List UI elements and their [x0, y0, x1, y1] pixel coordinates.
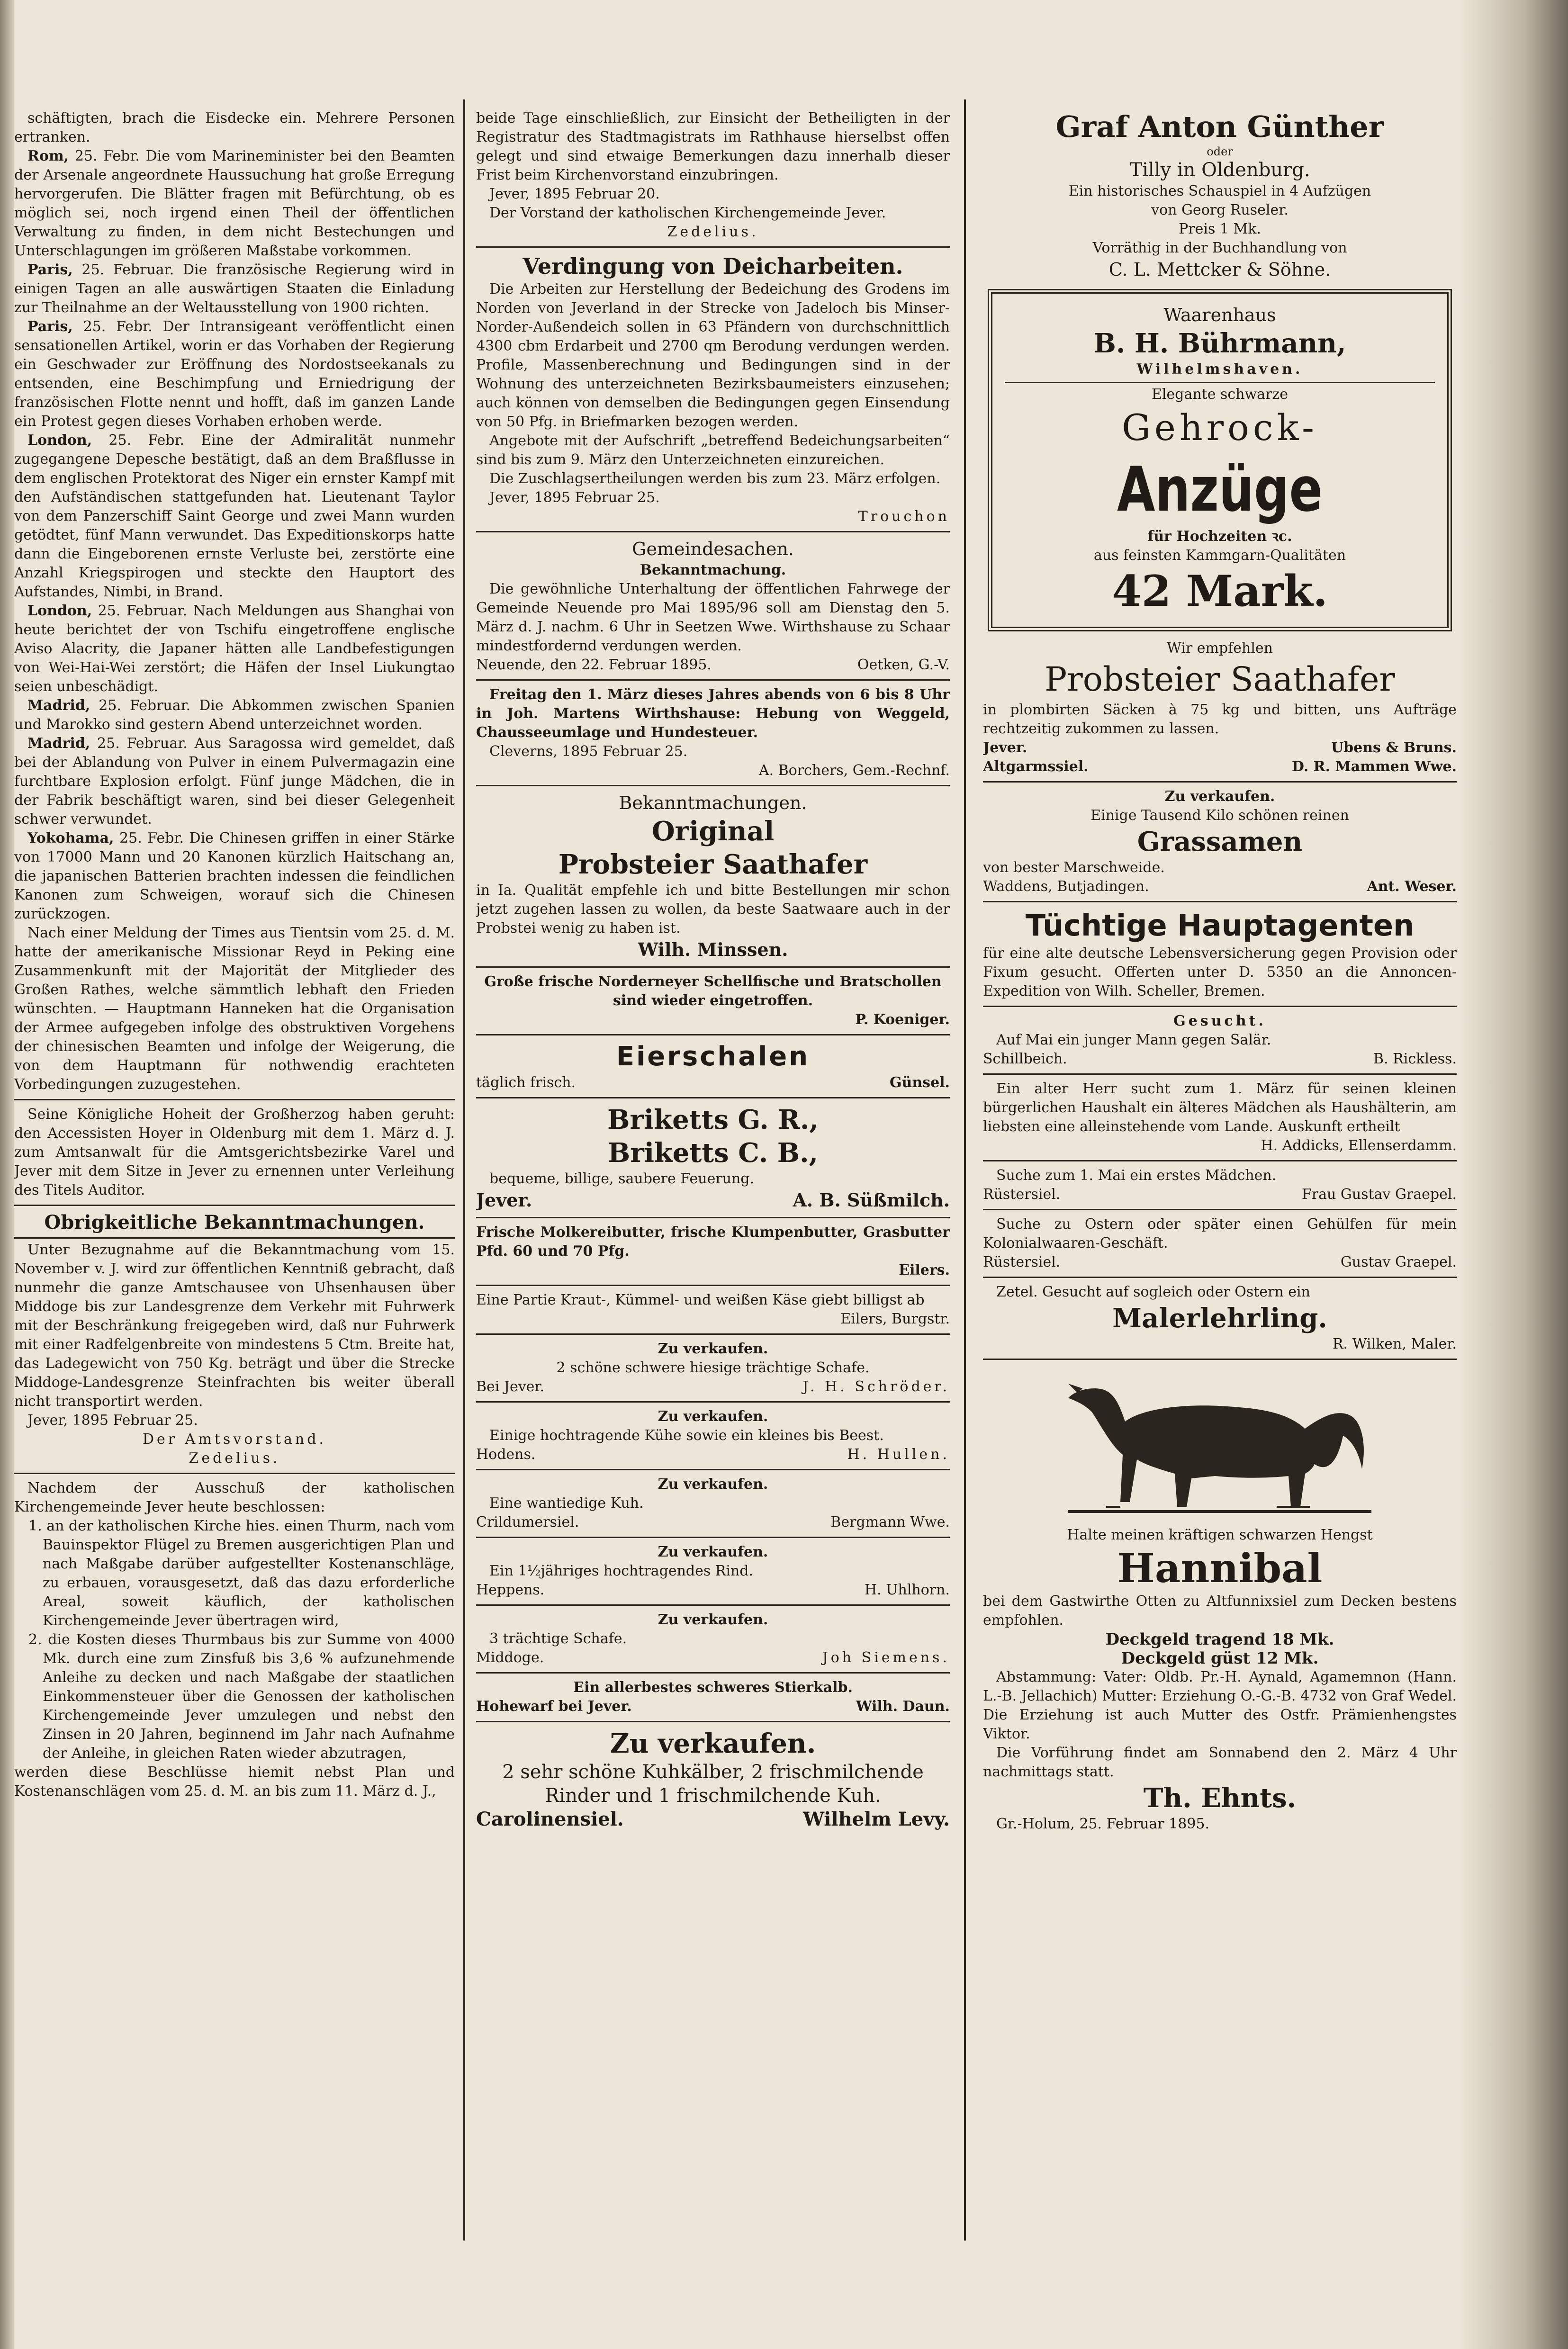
- book-spine: [0, 0, 14, 2349]
- ad-signature: Ubens & Bruns.: [1331, 739, 1457, 756]
- ad-title: Tüchtige Hauptagenten: [1025, 908, 1415, 943]
- divider: [1005, 382, 1435, 383]
- ad-subtitle: Zu verkaufen.: [658, 1544, 768, 1560]
- ad-text: oder: [1207, 145, 1233, 158]
- news-text: Nach einer Meldung der Times aus Tientsin vom 25. d. M. hatte der amerikanische Missionar Reyd in Peking eine Zusammenkunft mit der Majorität der Mitglieder des Großen Rathes, welche sämmtlich lebhaft den Frieden wünschten. — Hauptmann Hanneken hat die Organisation der Armee aufgegeben infolge des obstruktiven Vorgehens der chinesischen Beamten und infolge der Weigerung, die von dem Hauptmann für nothwendig erachteten Vorbedingungen zuzugestehen.: [14, 925, 455, 1093]
- ad-title: Gehrock-: [1122, 406, 1318, 449]
- ad-text: Auf Mai ein junger Mann gegen Salär.: [996, 1032, 1271, 1048]
- ad-text: für eine alte deutsche Lebensversicherung gegen Provision oder Fixum gesucht. Offerten unter D. 5350 an die Annoncen-Expedition von Wilh. Scheller, Bremen.: [983, 945, 1457, 999]
- news-dateline: Paris,: [27, 318, 73, 335]
- ad-title: Probsteier Saathafer: [558, 849, 868, 880]
- ad-footer: [476, 1808, 950, 1831]
- ad-footer: [476, 1188, 950, 1212]
- ad-subtitle: Bekanntmachung.: [640, 562, 786, 578]
- ad-text: von bester Marschweide.: [983, 859, 1165, 876]
- column-rule: [964, 99, 966, 2241]
- notice-signature: Zedelius.: [667, 224, 759, 240]
- ad-place: Waddens, Butjadingen.: [983, 878, 1149, 895]
- news-text: 25. Febr. Eine der Admiralität nunmehr zugegangene Depesche bestätigt, daß an dem Braßflusse in dem englischen Protektorat des Niger ein ernster Kampf mit den Aufständischen stattgefunden hat. Lieutenant Taylor von dem Panzerschiff Saint George und zwei Mann wurden getödtet, fünf Mann verwundet. Das Expeditionskorps hatte dann die Eingeborenen ernste Verluste bei, zerstörte eine Anzahl Kriegspirogen und steckte den Hauptort des Aufstandes, Nimbi, in Brand.: [14, 432, 455, 600]
- divider: [476, 679, 950, 681]
- ad-text: bequeme, billige, saubere Feuerung.: [489, 1170, 755, 1187]
- ad-place: Bei Jever.: [476, 1378, 544, 1395]
- ad-place: Jever.: [476, 1189, 532, 1211]
- divider: [476, 1217, 950, 1218]
- ad-date: Cleverns, 1895 Februar 25.: [489, 743, 688, 760]
- ad-place: Hodens.: [476, 1446, 536, 1463]
- ad-text: Einige hochtragende Kühe sowie ein kleines bis Beest.: [489, 1427, 884, 1444]
- news-item: [14, 696, 455, 734]
- divider: [983, 1359, 1457, 1360]
- ad-signature: Joh Siemens.: [822, 1649, 950, 1666]
- ad-price: Deckgeld güst 12 Mk.: [1121, 1649, 1319, 1668]
- divider: [476, 1604, 950, 1606]
- ad-signature: Wilh. Minssen.: [638, 939, 788, 960]
- ad-title: Malerlehrling.: [1112, 1303, 1327, 1334]
- ad-footer: [476, 1581, 950, 1600]
- ad-signature: H. Uhlhorn.: [864, 1582, 950, 1598]
- notice-signature: Der Vorstand der katholischen Kirchengemeinde Jever.: [489, 205, 886, 221]
- news-text: 25. Februar. Aus Saragossa wird gemeldet, daß bei der Ablandung von Pulver in einem Pulvermagazin eine furchtbare Explosion erfolgt. Fünf junge Mädchen, die in der Fabrik beschäftigt waren, sind bei dieser Gelegenheit schwer verwundet.: [14, 735, 455, 828]
- ad-text: Elegante schwarze: [1152, 386, 1288, 403]
- ad-text: Suche zum 1. Mai ein erstes Mädchen.: [996, 1167, 1277, 1184]
- horse-illustration: [1049, 1365, 1390, 1521]
- news-item: [14, 261, 455, 317]
- divider: [476, 531, 950, 532]
- news-text: 25. Februar. Die Abkommen zwischen Spanien und Marokko sind gestern Abend unterzeichnet worden.: [14, 697, 455, 733]
- ad-subtitle: Zu verkaufen.: [658, 1611, 768, 1628]
- ad-text: Vorräthig in der Buchhandlung von: [1092, 240, 1347, 256]
- ad-signature: Ant. Weser.: [1367, 878, 1457, 895]
- ad-footer: [476, 1073, 950, 1092]
- notice-text: Nachdem der Ausschuß der katholischen Kirchengemeinde Jever heute beschlossen:: [14, 1480, 455, 1515]
- ad-title: Original: [651, 816, 775, 847]
- column-3: [983, 109, 1457, 2307]
- ad-signature: A. B. Süßmilch.: [793, 1189, 950, 1211]
- ad-signature: B. Rickless.: [1373, 1051, 1457, 1067]
- ad-footer: [983, 1253, 1457, 1272]
- ad-text: Die Vorführung findet am Sonnabend den 2. März 4 Uhr nachmittags statt.: [983, 1745, 1457, 1780]
- news-item: [14, 109, 455, 147]
- page-edge: [1459, 0, 1568, 2349]
- ad-place: Heppens.: [476, 1582, 545, 1598]
- ad-signature: D. R. Mammen Wwe.: [1291, 758, 1457, 775]
- divider: [476, 1285, 950, 1286]
- ad-text: in Ia. Qualität empfehle ich und bitte Bestellungen mir schon jetzt zugehen lassen zu wollen, da beste Saatwaare auch in der Probstei wenig zu haben ist.: [476, 882, 950, 936]
- divider: [983, 1073, 1457, 1075]
- notice-date: Jever, 1895 Februar 25.: [27, 1412, 198, 1429]
- notice-date: Jever, 1895 Februar 20.: [489, 186, 660, 202]
- ad-title: Hannibal: [1117, 1545, 1323, 1592]
- ad-signature: C. L. Mettcker & Söhne.: [1108, 259, 1331, 280]
- news-item: [14, 431, 455, 602]
- ad-text: Die Arbeiten zur Herstellung der Bedeichung des Grodens im Norden von Jeverland in der Strecke von Jadeloch bis Minser-Norder-Außendeich sollen in 63 Pfändern von durchschnittlich 4300 cbm Erdarbeit und 2700 qm Berodung verdungen werden. Profile, Massenberechnung und Bedingungen sind in der Wohnung des unterzeichneten Bezirksbaumeisters einzusehen; auch können von demselben die Bedingungen gegen Einsendung von 50 Pfg. in Briefmarken bezogen werden.: [476, 281, 950, 430]
- ad-text: für Hochzeiten ꝛc.: [1147, 528, 1292, 545]
- ad-text: Halte meinen kräftigen schwarzen Hengst: [1067, 1527, 1373, 1543]
- ad-title: Briketts C. B.,: [607, 1137, 819, 1169]
- ad-title: Zu verkaufen.: [610, 1728, 816, 1759]
- ad-subtitle: Gesucht.: [1173, 1013, 1266, 1029]
- divider: [983, 1209, 1457, 1210]
- ad-place: Hohewarf bei Jever.: [476, 1698, 632, 1715]
- news-text: 25. Febr. Der Intransigeant veröffentlicht einen sensationellen Artikel, worin er das Vorhaben der Regierung ein Geschwader zur Eröffnung des Nordostseekanals zu entsenden, eine Beschimpfung und Erniedrigung der französischen Flotte nennt und hofft, daß im ganzen Lande ein Protest gegen dieses Vorhaben erhoben werde.: [14, 318, 455, 430]
- ad-footer: [983, 877, 1457, 896]
- ad-signature: Oetken, G.-V.: [857, 657, 950, 673]
- ad-title: Graf Anton Günther: [1055, 109, 1384, 144]
- ad-title: Grassamen: [1137, 826, 1303, 857]
- divider: [476, 1537, 950, 1538]
- ad-subtitle: Zu verkaufen.: [1164, 788, 1275, 805]
- divider: [476, 1721, 950, 1722]
- ad-text: täglich frisch.: [476, 1074, 576, 1091]
- ad-signature: Th. Ehnts.: [1143, 1782, 1297, 1814]
- ad-price: Preis 1 Mk.: [1179, 221, 1261, 237]
- ad-text: 3 trächtige Schafe.: [489, 1630, 627, 1647]
- ad-text: Ein allerbestes schweres Stierkalb.: [573, 1679, 853, 1696]
- divider: [476, 1034, 950, 1035]
- ad-signature: Trouchon: [858, 508, 950, 525]
- ad-text: Große frische Norderneyer Schellfische und Bratschollen sind wieder eingetroffen.: [484, 973, 942, 1009]
- ad-text: Die gewöhnliche Unterhaltung der öffentlichen Fahrwege der Gemeinde Neuende pro Mai 1895/96 soll am Dienstag den 5. März d. J. nachm. 6 Uhr in Seetzen Wwe. Wirthshause zu Schaar mindestfordernd verdungen werden.: [476, 581, 950, 654]
- ad-footer: [476, 1377, 950, 1396]
- divider: [476, 1333, 950, 1335]
- divider: [476, 785, 950, 786]
- ad-title: Eierschalen: [616, 1041, 810, 1072]
- news-item: [14, 147, 455, 261]
- divider: [14, 1473, 455, 1474]
- ad-text: in plombirten Säcken à 75 kg und bitten, uns Aufträge rechtzeitig zukommen zu lassen.: [983, 702, 1457, 737]
- ad-place: Rüstersiel.: [983, 1254, 1061, 1270]
- ad-signature: P. Koeniger.: [855, 1011, 950, 1028]
- ad-place: Jever.: [983, 739, 1027, 756]
- ad-text: Einige Tausend Kilo schönen reinen: [1090, 807, 1349, 824]
- ad-text: aus feinsten Kammgarn-Qualitäten: [1093, 547, 1346, 564]
- ad-signature: R. Wilken, Maler.: [1332, 1336, 1457, 1352]
- ad-text: Zetel. Gesucht auf sogleich oder Ostern ein: [996, 1284, 1310, 1300]
- ad-signature: Frau Gustav Graepel.: [1301, 1186, 1457, 1203]
- ad-price: Deckgeld tragend 18 Mk.: [1105, 1630, 1334, 1649]
- news-text: 25. Februar. Nach Meldungen aus Shanghai von heute berichtet der von Tschifu eingetroffene englische Aviso Alacrity, die Japaner hätten alle Landbefestigungen von Wei-Hai-Wei zerstört; die Häfen der Insel Liukungtao seien unbeschädigt.: [14, 603, 455, 695]
- ad-title: Verdingung von Deicharbeiten.: [523, 253, 903, 279]
- news-dateline: London,: [27, 603, 92, 619]
- ad-text: Frische Molkereibutter, frische Klumpenbutter, Grasbutter Pfd. 60 und 70 Pfg.: [476, 1224, 950, 1260]
- notice-item: 2. die Kosten dieses Thurmbaus bis zur Summe von 4000 Mk. durch eine zum Zinsfuß bis 3,6 % aufzunehmende Anleihe zu decken und nach Maßgabe der staatlichen Einkommensteuer über die Genossen der katholischen Kirchengemeinde Jever umzulegen und nebst den Zinsen in 20 Jahren, beginnend im Jahr nach Aufnahme der Anleihe, in gleichen Raten wieder abzutragen,: [28, 1631, 455, 1762]
- ad-title: B. H. Bührmann,: [1093, 328, 1346, 359]
- news-text: 25. Febr. Die vom Marineminister bei den Beamten der Arsenale angeordnete Haussuchung hat große Erregung hervorgerufen. Die Blätter fragen mit Befürchtung, ob es möglich sei, noch irgend einen Theil der öffentlichen Verwaltung zu finden, in dem nicht Bestechungen und Unterschlagungen im größeren Maßstabe vorkommen.: [14, 148, 455, 259]
- column-rule: [463, 99, 465, 2241]
- ad-title: Briketts G. R.,: [607, 1104, 819, 1135]
- ad-text: Ein 1½jähriges hochtragendes Rind.: [489, 1563, 754, 1579]
- ad-date: Neuende, den 22. Februar 1895.: [476, 657, 712, 673]
- ad-text: 2 schöne schwere hiesige trächtige Schafe.: [556, 1359, 870, 1376]
- ad-signature: H. Hullen.: [847, 1446, 950, 1463]
- news-dateline: London,: [27, 432, 92, 449]
- ad-text: 2 sehr schöne Kuhkälber, 2 frischmilchende Rinder und 1 frischmilchende Kuh.: [502, 1761, 924, 1807]
- ad-text: Suche zu Ostern oder später einen Gehülfen für mein Kolonialwaaren-Geschäft.: [983, 1216, 1457, 1251]
- ad-signature: Günsel.: [889, 1074, 950, 1091]
- ad-place: Carolinensiel.: [476, 1808, 624, 1830]
- divider: [14, 1205, 455, 1206]
- news-dateline: Paris,: [27, 261, 73, 278]
- ad-place: Crildumersiel.: [476, 1514, 579, 1530]
- ad-footer: [476, 1648, 950, 1667]
- news-list: [14, 109, 455, 1094]
- ad-text: Angebote mit der Aufschrift „betreffend Bedeichungsarbeiten“ sind bis zum 9. März den Unterzeichneten einzureichen.: [476, 432, 950, 468]
- ad-signature: J. H. Schröder.: [802, 1378, 950, 1395]
- ad-subtitle: Zu verkaufen.: [658, 1408, 768, 1425]
- ad-subtitle: Zu verkaufen.: [658, 1341, 768, 1357]
- news-text: 25. Februar. Die französische Regierung wird in einigen Tagen an alle auswärtigen Staaten die Einladung zur Theilnahme an der Weltausstellung von 1900 richten.: [14, 261, 455, 316]
- ad-title: Probsteier Saathafer: [1045, 660, 1395, 699]
- divider: [14, 1099, 455, 1100]
- ad-footer: [983, 757, 1457, 776]
- ad-title: Anzüge: [1117, 453, 1323, 525]
- ad-date: Jever, 1895 Februar 25.: [489, 489, 660, 506]
- ad-footer: [983, 738, 1457, 757]
- divider: [476, 1672, 950, 1674]
- news-text: 25. Febr. Die Chinesen griffen in einer Stärke von 17000 Mann und 20 Kanonen kürzlich Haitschang an, die japanischen Batterien brachten indessen die feindlichen Kanonen zum Schweigen, worauf sich die Chinesen zurückzogen.: [14, 830, 455, 922]
- news-dateline: Madrid,: [27, 735, 90, 752]
- ad-footer: [983, 1185, 1457, 1204]
- ad-subtitle: Wilhelmshaven.: [1136, 361, 1303, 378]
- ad-signature: Gustav Graepel.: [1340, 1254, 1457, 1270]
- ad-text: Ein historisches Schauspiel in 4 Aufzügen: [1068, 183, 1371, 199]
- ad-text: von Georg Ruseler.: [1151, 202, 1289, 218]
- ad-footer: [476, 1513, 950, 1532]
- notice-text: Unter Bezugnahme auf die Bekanntmachung vom 15. November v. J. wird zur öffentlichen Kenntniß gebracht, daß nunmehr die ganze Amtschausee von Uhsenhausen über Middoge bis zur Landesgrenze dem Verkehr mit Fuhrwerk mit der Beschränkung freigegeben wird, daß nur Fuhrwerk mit einer Radfelgenbreite von mindestens 5 Ctm. Breite hat, das Ladegewicht von 750 Kg. beträgt und über die Strecke Middoge-Landesgrenze Steinfrachten bis weiter überall nicht transportirt werden.: [14, 1242, 455, 1410]
- ad-text: Waarenhaus: [1163, 305, 1276, 325]
- ad-signature: A. Borchers, Gem.-Rechnf.: [758, 762, 950, 779]
- news-dateline: Yokohama,: [27, 830, 114, 846]
- divider: [983, 901, 1457, 902]
- ad-place: Schillbeich.: [983, 1051, 1067, 1067]
- ad-subtitle: Zu verkaufen.: [658, 1476, 768, 1493]
- ad-text: Eine wantiedige Kuh.: [489, 1495, 644, 1512]
- column-2: [476, 109, 950, 2307]
- news-dateline: Madrid,: [27, 697, 90, 714]
- ad-place: Middoge.: [476, 1649, 544, 1666]
- ad-footer: [476, 656, 950, 675]
- news-dateline: Rom,: [27, 148, 69, 164]
- ad-text: bei dem Gastwirthe Otten zu Altfunnixsiel zum Decken bestens empfohlen.: [983, 1593, 1457, 1629]
- divider: [476, 1401, 950, 1403]
- buehrmann-ad-box: [988, 289, 1452, 631]
- ad-date: Gr.-Holum, 25. Februar 1895.: [996, 1816, 1210, 1832]
- notice-signature: Der Amtsvorstand.: [143, 1431, 326, 1448]
- news-item: [14, 734, 455, 829]
- ad-text: Freitag den 1. März dieses Jahres abends von 6 bis 8 Uhr in Joh. Martens Wirthshause: Hebung von Weggeld, Chausseeumlage und Hundesteuer.: [476, 686, 950, 741]
- notice-signature: Zedelius.: [189, 1450, 280, 1467]
- ad-subtitle: Tilly in Oldenburg.: [1129, 159, 1310, 181]
- ad-text: Wir empfehlen: [1166, 640, 1273, 657]
- ad-place: Rüstersiel.: [983, 1186, 1061, 1203]
- ad-text: Die Zuschlagsertheilungen werden bis zum 23. März erfolgen.: [489, 470, 941, 487]
- ad-footer: [476, 1445, 950, 1464]
- notice-text: werden diese Beschlüsse hiemit nebst Plan und Kostenanschlägen vom 25. d. M. an bis zum 11. März d. J.,: [14, 1764, 455, 1800]
- ad-price: 42 Mark.: [1112, 566, 1328, 616]
- ad-signature: H. Addicks, Ellenserdamm.: [1261, 1137, 1457, 1154]
- divider: [983, 781, 1457, 783]
- ad-text: Abstammung: Vater: Oldb. Pr.-H. Aynald, Agamemnon (Hann. L.-B. Jellachich) Mutter: Erziehung O.-G.-B. 4732 von Graf Wedel. Die Erziehung ist auch Mutter des Ostfr. Prämienhengstes Viktor.: [983, 1669, 1457, 1742]
- ad-signature: Wilh. Daun.: [856, 1698, 950, 1715]
- grand-duke-notice: Seine Königliche Hoheit der Großherzog haben geruht: den Accessisten Hoyer in Oldenburg mit dem 1. März d. J. zum Amtsanwalt für die Amtsgerichtsbezirke Varel und Jever mit dem Sitze in Jever zu ernennen unter Verleihung des Titels Auditor.: [14, 1106, 455, 1198]
- divider: [476, 966, 950, 968]
- ad-place: Altgarmssiel.: [983, 758, 1089, 775]
- news-item: [14, 829, 455, 924]
- ad-footer: [476, 1697, 950, 1716]
- notice-text: beide Tage einschließlich, zur Einsicht der Betheiligten in der Registratur des Stadtmagistrats im Rathhause hierselbst offen gelegt und sind etwaige Bemerkungen dazu innerhalb dieser Frist beim Kirchenvorstand einzubringen.: [476, 110, 950, 183]
- divider: [983, 1277, 1457, 1278]
- divider: [14, 1237, 455, 1239]
- news-item: [14, 602, 455, 696]
- ad-text: Eine Partie Kraut-, Kümmel- und weißen Käse giebt billigst ab: [476, 1292, 925, 1308]
- column-1: [14, 109, 455, 2307]
- ad-footer: [983, 1050, 1457, 1069]
- ad-text: Ein alter Herr sucht zum 1. März für seinen kleinen bürgerlichen Haushalt ein älteres Mädchen als Haushälterin, am liebsten eine alleinstehende vom Lande. Auskunft ertheilt: [983, 1080, 1457, 1135]
- news-item: [14, 317, 455, 431]
- divider: [983, 1160, 1457, 1161]
- ad-signature: Eilers.: [899, 1262, 950, 1278]
- divider: [476, 1097, 950, 1098]
- ad-signature: Wilhelm Levy.: [803, 1808, 950, 1830]
- divider: [476, 1469, 950, 1470]
- ad-signature: Eilers, Burgstr.: [840, 1311, 950, 1327]
- news-text: schäftigten, brach die Eisdecke ein. Mehrere Personen ertranken.: [14, 110, 455, 145]
- divider: [983, 1006, 1457, 1007]
- notice-item: 1. an der katholischen Kirche hies. einen Thurm, nach vom Bauinspektor Flügel zu Bremen ausgerichtigen Plan und nach Maßgabe darüber aufgestellter Kostenanschläge, zu erbauen, vorausgesetzt, daß das dazu erforderliche Areal, soweit käuflich, der katholischen Kirchengemeinde Jever übertragen wird,: [28, 1518, 455, 1629]
- section-heading: Gemeindesachen.: [632, 539, 794, 559]
- section-heading: Bekanntmachungen.: [619, 792, 807, 813]
- section-heading: Obrigkeitliche Bekanntmachungen.: [44, 1211, 425, 1233]
- news-item: [14, 924, 455, 1094]
- divider: [476, 246, 950, 248]
- ad-signature: Bergmann Wwe.: [830, 1514, 950, 1530]
